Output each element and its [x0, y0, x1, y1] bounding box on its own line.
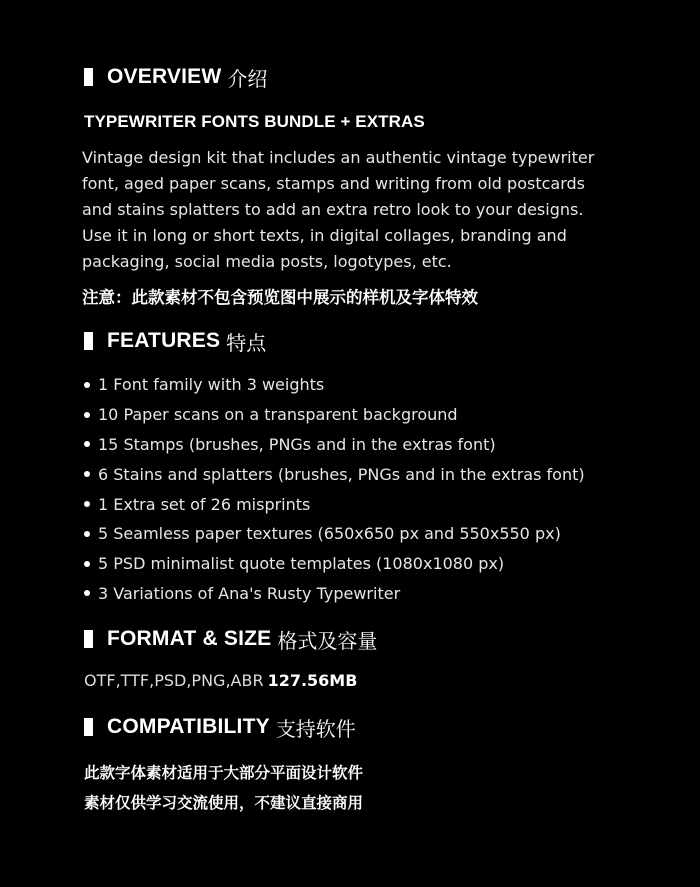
bullet-icon	[84, 561, 90, 567]
feature-text: 6 Stains and splatters (brushes, PNGs and in the extras font)	[98, 464, 585, 484]
heading-bar-icon	[84, 332, 93, 350]
overview-heading-cn: 介绍	[227, 66, 268, 91]
description-line: and stains splatters to add an extra retro look to your designs.	[82, 200, 584, 219]
overview-heading-en: OVERVIEW	[107, 65, 222, 88]
list-item	[84, 430, 585, 460]
compatibility-line: 素材仅供学习交流使用，不建议直接商用	[84, 794, 364, 812]
feature-text: 5 Seamless paper textures (650x650 px and 550x550 px)	[98, 524, 561, 544]
compatibility-line: 此款字体素材适用于大部分平面设计软件	[84, 764, 364, 782]
list-item	[84, 549, 585, 579]
bullet-icon	[84, 501, 90, 507]
features-list	[84, 370, 585, 608]
file-formats: OTF,TTF,PSD,PNG,ABR	[84, 671, 264, 690]
heading-bar-icon	[84, 68, 93, 86]
feature-text: 3 Variations of Ana's Rusty Typewriter	[98, 583, 401, 603]
features-heading	[84, 326, 266, 356]
product-subtitle: TYPEWRITER FONTS BUNDLE + EXTRAS	[84, 112, 425, 131]
preview-note: 注意：此款素材不包含预览图中展示的样机及字体特效	[82, 288, 478, 307]
list-item	[84, 519, 585, 549]
compatibility-heading-cn: 支持软件	[275, 716, 356, 741]
bullet-icon	[84, 531, 90, 537]
bullet-icon	[84, 412, 90, 418]
feature-text: 1 Extra set of 26 misprints	[98, 494, 311, 514]
compatibility-heading-en: COMPATIBILITY	[107, 715, 270, 738]
format-size-line	[84, 671, 357, 690]
heading-bar-icon	[84, 718, 93, 736]
overview-description	[82, 145, 642, 275]
compatibility-heading	[84, 712, 356, 742]
list-item	[84, 400, 585, 430]
compatibility-text	[84, 758, 363, 818]
format-heading	[84, 624, 377, 654]
bullet-icon	[84, 590, 90, 596]
overview-heading	[84, 62, 267, 92]
format-heading-cn: 格式及容量	[277, 628, 378, 653]
bullet-icon	[84, 441, 90, 447]
feature-text: 5 PSD minimalist quote templates (1080x1080 px)	[98, 554, 505, 574]
format-heading-en: FORMAT & SIZE	[107, 627, 272, 650]
description-line: font, aged paper scans, stamps and writing from old postcards	[82, 174, 585, 193]
list-item	[84, 579, 585, 609]
feature-text: 1 Font family with 3 weights	[98, 375, 325, 395]
feature-text: 10 Paper scans on a transparent background	[98, 405, 458, 425]
description-line: Vintage design kit that includes an authentic vintage typewriter	[82, 148, 595, 167]
list-item	[84, 489, 585, 519]
file-size: 127.56MB	[267, 671, 358, 690]
list-item	[84, 459, 585, 489]
description-line: packaging, social media posts, logotypes, etc.	[82, 252, 452, 271]
features-heading-en: FEATURES	[107, 329, 221, 352]
feature-text: 15 Stamps (brushes, PNGs and in the extras font)	[98, 434, 496, 454]
features-heading-cn: 特点	[226, 330, 267, 355]
list-item	[84, 370, 585, 400]
bullet-icon	[84, 382, 90, 388]
heading-bar-icon	[84, 630, 93, 648]
description-line: Use it in long or short texts, in digital collages, branding and	[82, 226, 567, 245]
bullet-icon	[84, 471, 90, 477]
